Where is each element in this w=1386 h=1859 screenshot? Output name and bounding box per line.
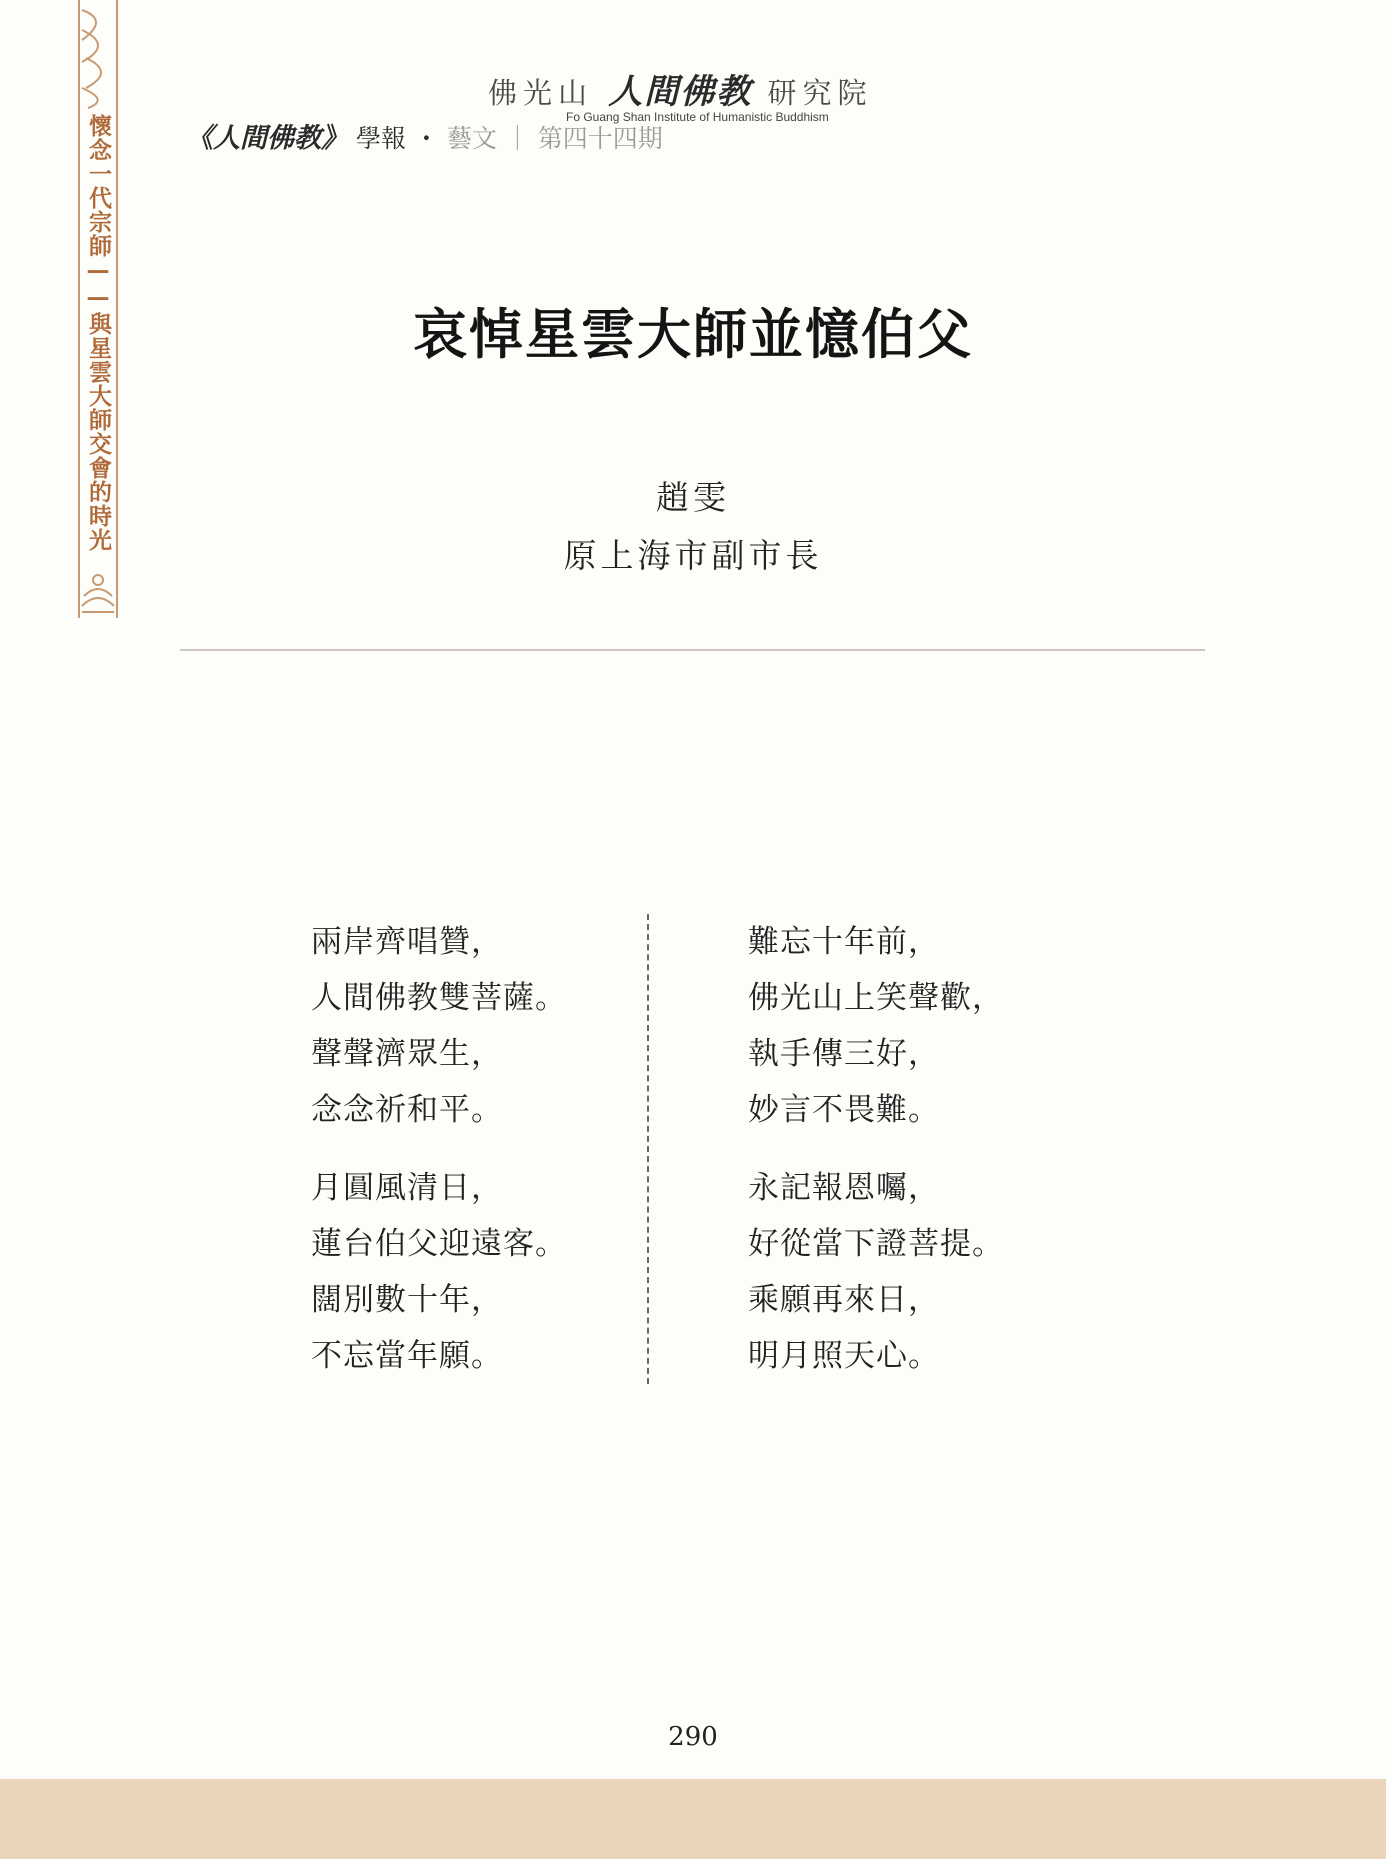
poem-column-divider xyxy=(647,914,649,1384)
page-number: 290 xyxy=(668,1722,718,1752)
journal-section: 藝文 xyxy=(446,124,497,153)
poem-line: 乘願再來日， xyxy=(748,1282,940,1318)
journal-issue: 第四十四期 xyxy=(537,124,663,153)
journal-running-head xyxy=(186,116,663,155)
poem-line: 蓮台伯父迎遠客。 xyxy=(311,1226,567,1262)
poem-line: 執手傳三好， xyxy=(748,1036,940,1072)
stanza-gap xyxy=(748,1138,1004,1160)
journal-separator: ｜ xyxy=(504,124,530,153)
poem-line: 難忘十年前， xyxy=(748,924,940,960)
poem-line: 明月照天心。 xyxy=(748,1338,940,1374)
poem-line: 不忘當年願。 xyxy=(311,1338,503,1374)
poem-line: 好從當下證菩提。 xyxy=(748,1226,1004,1262)
poem-line: 念念祈和平。 xyxy=(311,1092,503,1128)
article-author: 趙雯 xyxy=(656,478,730,517)
journal-brand: 《人間佛教》 xyxy=(186,123,348,154)
poem-line: 人間佛教雙菩薩。 xyxy=(311,980,567,1016)
poem-line: 妙言不畏難。 xyxy=(748,1092,940,1128)
footer-band xyxy=(0,1779,1386,1859)
journal-name: 學報 ・ xyxy=(355,124,447,153)
poem-line: 兩岸齊唱贊， xyxy=(311,924,503,960)
institute-brand: 人間佛教 xyxy=(608,72,753,112)
poem-line: 永記報恩囑， xyxy=(748,1170,940,1206)
poem-left-column xyxy=(311,914,567,1384)
title-divider xyxy=(180,649,1205,651)
poem-line: 佛光山上笑聲歡， xyxy=(748,980,1004,1016)
poem-line: 月圓風清日， xyxy=(311,1170,503,1206)
article-title: 哀悼星雲大師並憶伯父 xyxy=(413,302,973,366)
wave-ornament-icon xyxy=(80,0,116,110)
stanza-gap xyxy=(311,1138,567,1160)
institute-logo xyxy=(488,64,872,113)
institute-english-name: Fo Guang Shan Institute of Humanistic Buddhism xyxy=(566,110,829,124)
poem-right-column xyxy=(748,914,1004,1384)
poem-line: 聲聲濟眾生， xyxy=(311,1036,503,1072)
poem-line: 闊別數十年， xyxy=(311,1282,503,1318)
author-role: 原上海市副市長 xyxy=(563,536,823,575)
institute-prefix: 佛光山 xyxy=(488,76,594,110)
institute-suffix: 研究院 xyxy=(767,76,873,110)
side-vertical-title: 懷念一代宗師——與星雲大師交會的時光 xyxy=(85,114,111,552)
